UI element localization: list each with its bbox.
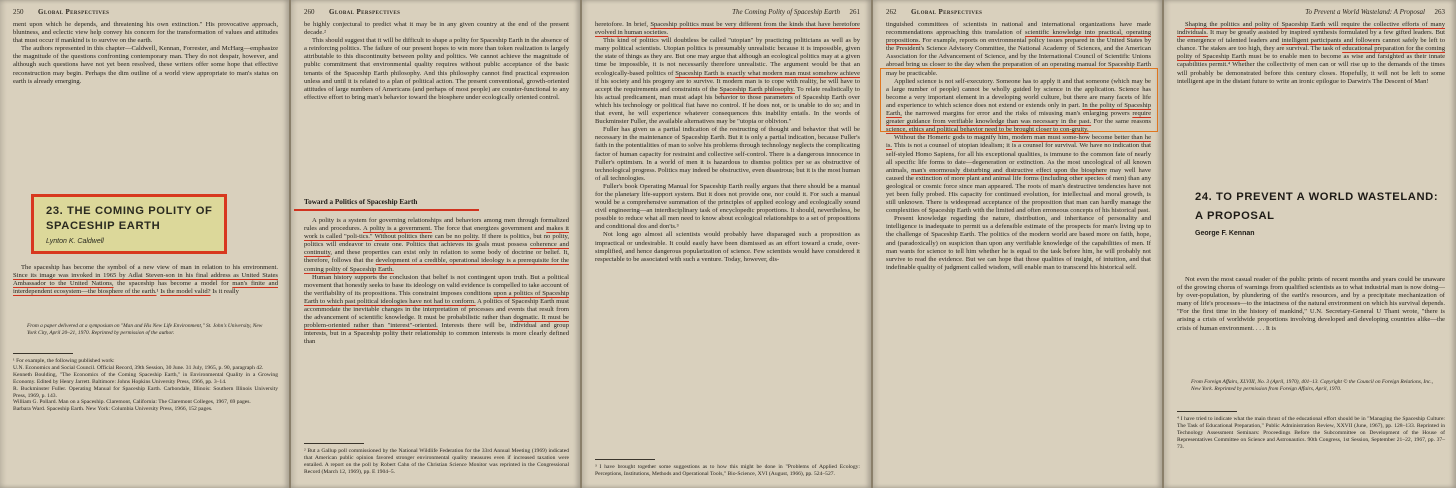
page-header bbox=[595, 6, 860, 18]
paragraph: Fuller's book Operating Manual for Spaceship Earth really argues that there should be a manual for the planetary life-support system. But it does not provide one, nor could it. For such a manual would be a comprehensive summation of the principles of applied ecology and ecologically sound civil engineering—an interdisciplinary task of encyclopedic proportions. It should, nevertheless, be possible to reduce what all men need to know about ecological relationships to a set of propositions and conditional dos and don'ts.³ bbox=[595, 182, 860, 231]
paragraph: Fuller has given us a partial indication of the restructing of thought and behavior that will be necessary in the maintenance of Spaceship Earth. But it is only a partial indication, because Fuller's faith in the potentialities of man to solve his problems through technology neglects the complicating factor of human capacity for restraint and collective self-control. There is a dangerous innocence in Fuller's optimism. In a world of men it is hazardous to dismiss politics per se as obstructive of technological progress. Politics may indeed be obstructive, even disastrous; but it is the most human of all technologies. bbox=[595, 126, 860, 182]
chapter-title: 23. THE COMING POLITY OF SPACESHIP EARTH bbox=[46, 205, 213, 232]
text-run: must be to enable men to become as wise and farsighted as their innate capabilities permit.⁴ Whether the collectivity of men can or will rise up to the demands of the times will probably be demonstrated before this century closes. Hopefully, it will not be left to some intelligent ape in the distant future to write an ironic epilogue to Darwin's The Descent of Man! bbox=[1177, 53, 1445, 85]
chapter-title-highlight bbox=[31, 194, 227, 254]
footnote: ³ I have brought together some suggestions as to how this might be done in "Problems of Applied Ecology: Perceptions, Institutions, Methods and Operational Tools," Bio-Science, XVI (August, 1966), pp. 524–527. bbox=[595, 464, 860, 477]
underlined-passage: dogmatic. It must be problem-oriented rather than "interest"-oriented. bbox=[304, 314, 569, 330]
text-run: may well have caused the extinction of more plant and animal life forms (including other species of men) than any geological or cosmic force since man appeared. The roots of man's destructive tendencies have not yet been fully probed. His capacity for continued evolution, for intellectual and moral growth, is still unknown. There is widespread acceptance of the proposition that man can hardly manage the complexities of Spaceship Earth with the limited and often erroneous concepts of his historical past. bbox=[886, 166, 1151, 215]
boxed-passage: reports on environmental policy issues prepared in the United States by the President's Science Advisory Committee, the National Academy of Sciences, and the American Association for the Advancement of Science, and by the International Council of Scientific Unions abroad bring us closer to the day when the preparation of an operating manual for Spaceship Earth may be practicable. bbox=[886, 37, 1151, 77]
footnote: U.N. Economics and Social Council. Official Record, 39th Session, 30 June. 31 July, 1965, p. 90, paragraph 42. bbox=[13, 364, 264, 371]
paragraph: Not long ago almost all scientists would probably have disparaged such a proposition as impractical or undesirable. It could easily have been dismissed as an effort toward a crude, over-simplified, and hence dangerous popularization of science. Few scientists would have considered it respectable to be associated with such a venture. Today, however, dis- bbox=[595, 231, 860, 263]
body-text bbox=[595, 21, 860, 264]
footnote: Kenneth Boulding, "The Economics of the Coming Spaceship Earth," in Environmental Quality in a Growing Economy. Edited by Henry Jarrett. Baltimore: Johns Hopkins University Press, 1966, pp. 3–14. bbox=[13, 371, 278, 385]
underlined-passage: require greater guidance from verifiable knowledge than was necessary in the past. bbox=[886, 110, 1151, 126]
footnote-rule bbox=[595, 459, 655, 460]
text-run: It may be greatly assisted by inspired synthesis formulated by a few gifted leaders. But the emergence of talented leaders and bbox=[1177, 29, 1445, 45]
text-run: To relate realistically to his actual predicament, man must adapt his behavior to those parameters of Spaceship Earth over which his technology or political fiat have no control. If he does not, or is unable to do so; and in that event, he will experience whatever consequences this inability entails. In the words of Buckminster Fuller, the available alternatives may be "utopia or oblivion." bbox=[595, 85, 860, 126]
running-title: To Prevent a World Wasteland: A Proposal bbox=[1305, 8, 1425, 16]
page-header bbox=[1177, 6, 1445, 18]
body-text bbox=[1177, 21, 1445, 86]
text-run: the narrowed margins for error and the risks of misusing man's enlarging powers bbox=[901, 110, 1133, 118]
footnote-rule bbox=[304, 443, 364, 444]
underlined-passage: upon a politics of Spaceship Earth to which past political ideologies have not had to conform. bbox=[304, 289, 570, 305]
page-header bbox=[13, 6, 278, 18]
running-head: Global Perspectives bbox=[911, 8, 983, 16]
chapter-author: George F. Kennan bbox=[1195, 230, 1255, 237]
underlined-passage: In the polity of Spaceship Earth, bbox=[886, 101, 1151, 118]
underlined-passage: Without politics there can be no polity. bbox=[374, 233, 480, 241]
intro-paragraph: ment upon which he depends, and threatening his own extinction." His provocative approach, bluntness, and eclectic view help convey his concern for the transformation of values and attitudes that must occur if mankind is to survive on the earth. bbox=[13, 21, 278, 45]
underlined-passage: modern man must some-how become better than he is. bbox=[886, 134, 1151, 150]
underlined-passage: science, ethics and political behavior need to be brought closer to con-gruity. bbox=[886, 126, 1089, 134]
chapter-author: Lynton K. Caldwell bbox=[46, 238, 104, 245]
section-text bbox=[304, 217, 569, 347]
underlined-passage: coherence and continuity bbox=[304, 241, 569, 257]
footnote: ⁴ I have tried to indicate what the main thrust of the educational effort should be in "Managing the Spaceship Culture: The Task of Educational Preparation," Public Administration Review, XXVII (June, 1967), pp. 128–133. Reprinted in Technology Assessment Seminars: Proceedings Before the Subcommittee on Development of the House of Representatives Committee on Science and Astronautics. 90th Congress, 1st Session, September 21–22, 1967, pp. 37–73. bbox=[1177, 416, 1445, 450]
page-number: 263 bbox=[1434, 8, 1445, 16]
underlined-passage: man's finite and interdependent ecosystem—the biosphere of the earth. bbox=[13, 280, 278, 296]
paragraph: This should suggest that it will be difficult to shape a polity for Spaceship Earth in the absence of a reinforcing politics. The failure of our present hopes to win more than token realization is largely attributable to this discontinuity between polity and politics. We cannot achieve the magnitude of public commitment that environmental quality requires without public acceptance of the basic tenants of the Spaceship Earth philosophy. And this philosophy cannot find practical expression unless and until it is related to a plan of political action. The present conventional, growth-oriented attitudes of large numbers of Americans (and perhaps of most people) are counter-functional to any effective effort to bring man's behavior toward the biosphere under ecologically oriented control. bbox=[304, 37, 569, 101]
intro-text bbox=[13, 21, 278, 86]
page-number: 261 bbox=[849, 8, 860, 16]
text-run: A politics of Spaceship Earth must accommodate the inevitable changes in the interpretation of processes and events that result from the advancement of scientific knowledge. It must be probabilistic rather than bbox=[304, 297, 569, 322]
underlined-passage: intelligent participants and followers bbox=[1281, 37, 1381, 45]
underlined-passage: Shaping the politics and polity of Spaceship Earth will require the collective efforts of many individuals. bbox=[1177, 21, 1445, 37]
top-text bbox=[304, 21, 569, 102]
page-number: 250 bbox=[13, 8, 24, 16]
intro-paragraph: The authors represented in this chapter—Caldwell, Kennan, Forrester, and McHarg—emphasize the magnitude of the questions confronting contemporary man. They do not despair, however, and although such questions have not yet been resolved, these writers offer some hope that effective reconstruction may begin. Perhaps the dim outline of a world view appropriate to man's status on earth is already emerging. bbox=[13, 45, 278, 85]
body-text bbox=[886, 21, 1151, 272]
text-run: heretofore. In brief, bbox=[595, 21, 651, 28]
text-run: cannot safely be left to chance. The stakes are too high, they are survival. The task of bbox=[1177, 37, 1445, 53]
running-head: Global Perspectives bbox=[329, 8, 401, 16]
text-run: Interests there will be, individual and group interests, but in a Spaceship polity their relationship to common interests is more clearly defined than bbox=[304, 322, 570, 346]
underlined-passage: scientific knowledge into practical, operating propositions. bbox=[886, 29, 1151, 45]
footnote-rule bbox=[1177, 411, 1237, 412]
text-run: the spaceship has become a model for bbox=[113, 280, 233, 288]
footnote: ¹ For example, the following published work: bbox=[13, 358, 115, 364]
underlined-passage: Since its image was invoked in 1965 by Adlai Steven-son in his final address as United States Ambassador to the United Nations, bbox=[13, 272, 278, 288]
text-run: The force that energizes government and bbox=[431, 225, 547, 233]
underlined-passage: Spaceship Earth philosophy. bbox=[719, 85, 795, 93]
page-262 bbox=[873, 0, 1162, 488]
chapter-opening bbox=[1177, 276, 1445, 333]
text-run: ¹ bbox=[156, 288, 161, 296]
paragraph: Present knowledge regarding the nature, distribution, and inheritance of personality and intelligence is inadequate to permit us a defensible estimate of the prospects for man's living up to the challenge of Spaceship Earth. The politics of the modern world are based more on faith, hope, and (paradoxically) on suspicion than upon any verifiable knowledge of the capabilities of men. If man wants for science to tell him whether he is equal to the task before him, he will probably not survive to read the evidence. But we can hope that those qualities of insight, of intuition, and that indefinable quality of judgment called wisdom, will enable man to transcend his historical self. bbox=[886, 215, 1151, 271]
page-number: 262 bbox=[886, 8, 897, 16]
underlined-passage: Is the model valid? bbox=[160, 288, 211, 296]
text-run: , and these properties can exist only in relation to some body of doctrine or belief. It, therefore, follows that the bbox=[304, 249, 569, 265]
running-title: The Coming Polity of Spaceship Earth bbox=[732, 8, 840, 16]
source-credit: From Foreign Affairs, XLVIII, No. 3 (April, 1970), 401–13. Copyright © the Council on Foreign Relations, Inc., New York. Reprinted by permission from Foreign Affairs, April, 1970. bbox=[1191, 379, 1434, 392]
underlined-passage: Spaceship politics must be very different from the kinds that have heretofore evolved in human societies. bbox=[595, 21, 860, 37]
page-250 bbox=[0, 0, 289, 488]
source-note: From a paper delivered at a symposium on "Man and His New Life Environment," St. John's University, New York City, April 20–21, 1970. Reprinted by permission of the author. bbox=[27, 323, 263, 336]
footnotes bbox=[13, 358, 278, 413]
text-run: Applied science is not self-executory. Someone has to apply it and that someone (which may be a large number of people) cannot be wholly guided by science in the application. Science has become a very important element in a developing world culture, but there are many facets of life and experience to which science does not extend or extends only in part. bbox=[886, 77, 1151, 109]
footnote-rule bbox=[13, 353, 73, 354]
chapter-title-line: 24. TO PREVENT A WORLD WASTELAND: bbox=[1195, 191, 1439, 203]
text-run: For example, bbox=[920, 37, 960, 45]
underlined-passage: development of a credible, operational ideology is a prerequisite for the coming polity of Spaceship Earth. bbox=[304, 257, 569, 273]
text-run: If there is politics, but no polity, politics will endeavor to create one. Politics that achieves its goals must possess bbox=[304, 233, 570, 249]
underlined-passage: makes it work is called "poli-tics." bbox=[304, 225, 569, 241]
page-261 bbox=[582, 0, 871, 488]
text-run: For the same reasons bbox=[1091, 118, 1151, 126]
text-run: Is it really bbox=[210, 288, 239, 296]
underlined-passage: man's enormously disturbing and distructive effect upon the biosphere bbox=[911, 166, 1107, 174]
footnote: R. Buckminster Fuller. Operating Manual for Spaceship Earth. Carbondale, Illinois: Southern Illinois University Press, 1969, p. 143. bbox=[13, 385, 278, 399]
underlined-passage: educational preparation for the coming polity of Spaceship Earth bbox=[1177, 45, 1445, 61]
page-header bbox=[304, 6, 569, 18]
text-run: if his society and his progeny are to survive. It modern man is to cope with reality, he will have to accept the requirements and constraints of the bbox=[595, 77, 860, 93]
page-header bbox=[886, 6, 1151, 18]
text-run: tinguished committees of scientists in national and international organizations have made recommendations approaching this translation of bbox=[886, 21, 1151, 37]
footnote: William G. Pollard. Man on a Spaceship. Claremont, California: The Claremont Colleges, 1967, 69 pages. bbox=[13, 399, 251, 406]
chapter-opening bbox=[13, 264, 278, 296]
footnote: ² But a Gallup poll commissioned by the National Wildlife Federation for the 33rd Annual Meeting (1969) indicated that American public opinion favored stronger environmental quality measures even if increased taxation were entailed. A report on the poll by Robert Cahn of the Christian Science Monitor was reprinted in the Congressional Record (March 12, 1969), pp. E 1904–5. bbox=[304, 448, 569, 475]
footnote: Barbara Ward. Spaceship Earth. New York: Columbia University Press, 1966, 152 pages. bbox=[13, 406, 213, 413]
running-head: Global Perspectives bbox=[38, 8, 110, 16]
text-run: This kind of politics will doubtless be called "utopian" by practicing politicians as well as by many political scientists. Utopian politics is presumably unrealistic because it is impossible, given the state of things as they are. But one may argue that although an ecological politics may at a given time be impossible, it is not necessarily therefore unrealistic. The argument would be that an ecologically-based politics of bbox=[595, 37, 860, 77]
chapter-title-line: A PROPOSAL bbox=[1195, 210, 1275, 222]
page-260 bbox=[291, 0, 580, 488]
heading-underline-mark bbox=[294, 209, 479, 211]
underlined-passage: A polity is a government. bbox=[363, 225, 432, 233]
text-run: Human history supports the conclusion that belief is not contingent upon truth. But a political movement that honestly seeks to base its ideology on valid evidence is compelled to take account of the verifiability of its propositions. This constraint imposes conditions bbox=[304, 273, 569, 297]
text-run: The spaceship has become the symbol of a new view of man in relation to his environment. bbox=[21, 264, 278, 271]
paragraph: be highly conjectural to predict what it may be in any given country at the end of the present decade.² bbox=[304, 21, 569, 37]
page-263 bbox=[1164, 0, 1456, 488]
text-run: This is not a counsel of utopian idealism; it is a counsel for survival. We have no indication that self-styled Homo Sapiens, for all his exceptional qualities, is immune to the common fate of nearly all specific life forms to date—degeneration or extinction. As the most uncological of all known animals, bbox=[886, 142, 1151, 174]
page-number: 260 bbox=[304, 8, 315, 16]
text-run: Without the Homeric gods to magnify him, bbox=[894, 134, 1013, 142]
section-heading: Toward a Politics of Spaceship Earth bbox=[304, 198, 418, 206]
paragraph: Not even the most casual reader of the public prints of recent months and years could be unaware of the growing chorus of warnings from qualified scientists as to what industrial man is now doing—by over-population, by plundering of the earth's resources, and by a precipitate mechanization of many of life's processes—to the intactness of the natural environment on which his survival depends. "For the first time in the history of mankind," U.N. Secretary-General U Thant wrote, "there is arising a crisis of worldwide proportions involving developed and developing countries alike—the crisis of human environment. . . . It is bbox=[1177, 276, 1445, 332]
text-run: A polity is a system for governing relationships and behaviors among men through formalized rules and procedures. bbox=[304, 217, 569, 233]
chapter-title bbox=[1195, 188, 1438, 226]
underlined-passage: Spaceship Earth is exactly what modern man must somehow achieve bbox=[675, 69, 860, 77]
